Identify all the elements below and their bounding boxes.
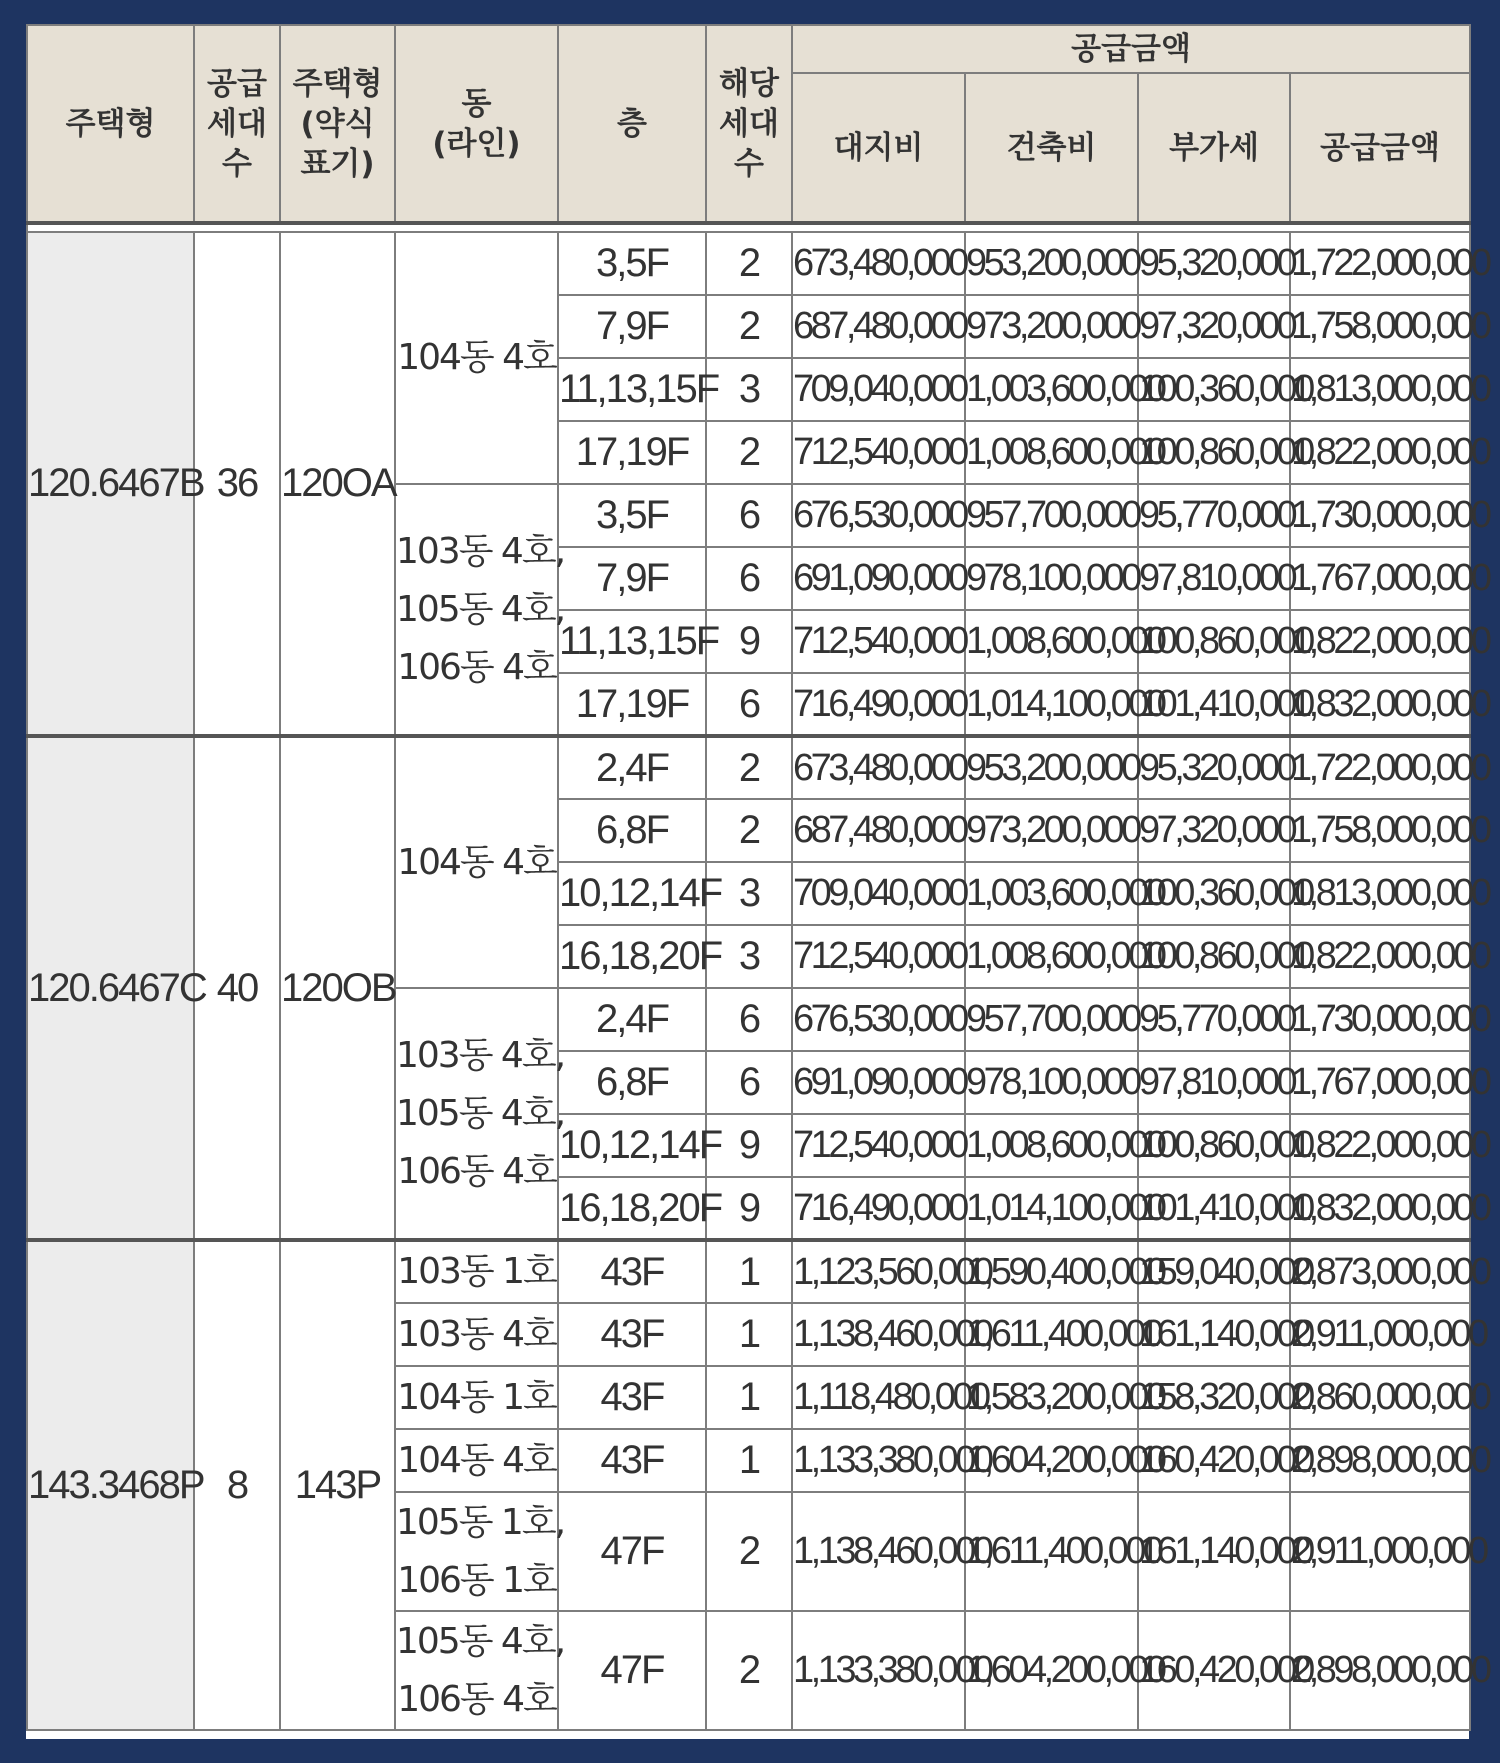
build-cost-cell: 1,008,600,000 bbox=[965, 610, 1138, 673]
dong-line-cell bbox=[395, 1240, 558, 1303]
unit-count-cell: 2 bbox=[706, 1492, 792, 1611]
dong-line-cell bbox=[395, 1303, 558, 1366]
vat-cell: 161,140,000 bbox=[1138, 1303, 1290, 1366]
dong-line-cell bbox=[395, 988, 565, 1240]
table-row bbox=[27, 232, 1470, 295]
housing-type-cell: 120.6467C bbox=[27, 736, 194, 1240]
unit-count-cell: 1 bbox=[706, 1429, 792, 1492]
dong-line-text: 106동 4호 bbox=[397, 646, 556, 688]
unit-count-cell: 1 bbox=[706, 1303, 792, 1366]
header-abbr-type: 주택형 (약식 표기) bbox=[280, 25, 395, 223]
unit-count-cell: 2 bbox=[706, 736, 792, 799]
header-separator-cell bbox=[27, 223, 1470, 232]
land-cost-cell: 673,480,000 bbox=[792, 232, 965, 295]
unit-count-cell: 2 bbox=[706, 421, 792, 484]
vat-cell: 101,410,000 bbox=[1138, 1177, 1290, 1240]
dong-line-text: 104동 4호 bbox=[397, 1439, 556, 1481]
unit-count-cell: 1 bbox=[706, 1240, 792, 1303]
floor-cell: 16,18,20F bbox=[558, 925, 706, 988]
dong-line-cell bbox=[395, 1366, 558, 1429]
floor-cell: 11,13,15F bbox=[558, 358, 706, 421]
build-cost-cell: 1,003,600,000 bbox=[965, 862, 1138, 925]
housing-type-cell: 143.3468P bbox=[27, 1240, 194, 1730]
build-cost-cell: 1,003,600,000 bbox=[965, 358, 1138, 421]
supply-units-cell: 8 bbox=[194, 1240, 280, 1730]
supply-amount-cell: 1,822,000,000 bbox=[1290, 610, 1470, 673]
land-cost-cell: 691,090,000 bbox=[792, 1051, 965, 1114]
land-cost-cell: 1,138,460,000 bbox=[792, 1492, 965, 1611]
floor-cell: 2,4F bbox=[558, 988, 706, 1051]
unit-count-cell: 6 bbox=[706, 988, 792, 1051]
header-supply-amount: 공급금액 bbox=[1290, 73, 1470, 223]
vat-cell: 95,770,000 bbox=[1138, 484, 1290, 547]
land-cost-cell: 687,480,000 bbox=[792, 799, 965, 862]
vat-cell: 95,770,000 bbox=[1138, 988, 1290, 1051]
build-cost-cell: 1,611,400,000 bbox=[965, 1492, 1138, 1611]
build-cost-cell: 1,008,600,000 bbox=[965, 925, 1138, 988]
vat-cell: 100,360,000 bbox=[1138, 358, 1290, 421]
vat-cell: 161,140,000 bbox=[1138, 1492, 1290, 1611]
vat-cell: 97,320,000 bbox=[1138, 295, 1290, 358]
supply-amount-cell: 1,822,000,000 bbox=[1290, 925, 1470, 988]
header-vat: 부가세 bbox=[1138, 73, 1290, 223]
supply-amount-cell: 2,898,000,000 bbox=[1290, 1611, 1470, 1730]
header-separator bbox=[27, 223, 1470, 232]
land-cost-cell: 676,530,000 bbox=[792, 484, 965, 547]
land-cost-cell: 673,480,000 bbox=[792, 736, 965, 799]
unit-count-cell: 9 bbox=[706, 1177, 792, 1240]
supply-amount-cell: 1,767,000,000 bbox=[1290, 1051, 1470, 1114]
dong-line-text: 106동 4호 bbox=[397, 1150, 556, 1192]
land-cost-cell: 712,540,000 bbox=[792, 610, 965, 673]
floor-cell: 43F bbox=[558, 1240, 706, 1303]
floor-cell: 47F bbox=[558, 1492, 706, 1611]
supply-amount-cell: 1,832,000,000 bbox=[1290, 673, 1470, 736]
header-row-1 bbox=[27, 25, 1470, 73]
supply-amount-cell: 2,860,000,000 bbox=[1290, 1366, 1470, 1429]
dong-line-cell bbox=[395, 1611, 565, 1730]
build-cost-cell: 953,200,000 bbox=[965, 736, 1138, 799]
build-cost-cell: 978,100,000 bbox=[965, 1051, 1138, 1114]
vat-cell: 97,810,000 bbox=[1138, 547, 1290, 610]
vat-cell: 101,410,000 bbox=[1138, 673, 1290, 736]
floor-cell: 2,4F bbox=[558, 736, 706, 799]
floor-cell: 10,12,14F bbox=[558, 1114, 706, 1177]
supply-amount-cell: 1,758,000,000 bbox=[1290, 799, 1470, 862]
land-cost-cell: 1,133,380,000 bbox=[792, 1429, 965, 1492]
dong-line-cell bbox=[395, 484, 565, 736]
land-cost-cell: 709,040,000 bbox=[792, 358, 965, 421]
land-cost-cell: 1,133,380,000 bbox=[792, 1611, 965, 1730]
table-row bbox=[27, 1240, 1470, 1303]
dong-line-text: 103동 4호, bbox=[396, 1034, 565, 1076]
unit-count-cell: 3 bbox=[706, 358, 792, 421]
land-cost-cell: 712,540,000 bbox=[792, 421, 965, 484]
build-cost-cell: 978,100,000 bbox=[965, 547, 1138, 610]
build-cost-cell: 953,200,000 bbox=[965, 232, 1138, 295]
header-dong-line: 동 (라인) bbox=[395, 25, 558, 223]
build-cost-cell: 973,200,000 bbox=[965, 295, 1138, 358]
vat-cell: 95,320,000 bbox=[1138, 232, 1290, 295]
unit-count-cell: 6 bbox=[706, 673, 792, 736]
unit-count-cell: 9 bbox=[706, 1114, 792, 1177]
vat-cell: 97,810,000 bbox=[1138, 1051, 1290, 1114]
build-cost-cell: 973,200,000 bbox=[965, 799, 1138, 862]
floor-cell: 3,5F bbox=[558, 484, 706, 547]
supply-amount-cell: 2,911,000,000 bbox=[1290, 1492, 1470, 1611]
housing-type-cell: 120.6467B bbox=[27, 232, 194, 736]
dong-line-text: 105동 4호, bbox=[396, 1620, 565, 1662]
land-cost-cell: 1,138,460,000 bbox=[792, 1303, 965, 1366]
floor-cell: 7,9F bbox=[558, 547, 706, 610]
supply-amount-cell: 2,873,000,000 bbox=[1290, 1240, 1470, 1303]
unit-count-cell: 6 bbox=[706, 1051, 792, 1114]
dong-line-cell bbox=[395, 1429, 558, 1492]
dong-line-text: 104동 1호 bbox=[397, 1376, 556, 1418]
supply-amount-cell: 1,758,000,000 bbox=[1290, 295, 1470, 358]
table-row bbox=[27, 736, 1470, 799]
unit-count-cell: 2 bbox=[706, 295, 792, 358]
supply-amount-cell: 1,730,000,000 bbox=[1290, 988, 1470, 1051]
supply-amount-cell: 1,767,000,000 bbox=[1290, 547, 1470, 610]
floor-cell: 6,8F bbox=[558, 799, 706, 862]
dong-line-text: 105동 1호, bbox=[396, 1501, 565, 1543]
unit-count-cell: 3 bbox=[706, 862, 792, 925]
build-cost-cell: 1,604,200,000 bbox=[965, 1611, 1138, 1730]
dong-line-text: 105동 4호, bbox=[396, 588, 565, 630]
floor-cell: 43F bbox=[558, 1366, 706, 1429]
dong-line-cell bbox=[395, 736, 558, 988]
build-cost-cell: 1,014,100,000 bbox=[965, 1177, 1138, 1240]
unit-count-cell: 2 bbox=[706, 799, 792, 862]
price-table-body bbox=[27, 232, 1489, 1730]
build-cost-cell: 1,583,200,000 bbox=[965, 1366, 1138, 1429]
dong-line-cell bbox=[395, 232, 558, 484]
header-supply-units: 공급 세대 수 bbox=[194, 25, 280, 223]
supply-amount-cell: 1,822,000,000 bbox=[1290, 1114, 1470, 1177]
dong-line-cell bbox=[395, 1492, 565, 1611]
land-cost-cell: 712,540,000 bbox=[792, 925, 965, 988]
land-cost-cell: 1,118,480,000 bbox=[792, 1366, 965, 1429]
header-applicable-units: 해당 세대 수 bbox=[706, 25, 792, 223]
dong-line-text: 104동 4호 bbox=[397, 841, 556, 883]
header-build-cost: 건축비 bbox=[965, 73, 1138, 223]
build-cost-cell: 957,700,000 bbox=[965, 988, 1138, 1051]
unit-count-cell: 2 bbox=[706, 232, 792, 295]
floor-cell: 16,18,20F bbox=[558, 1177, 706, 1240]
dong-line-text: 104동 4호 bbox=[397, 337, 556, 378]
price-table-sheet bbox=[26, 24, 1489, 1739]
supply-units-cell: 40 bbox=[194, 736, 280, 1240]
supply-amount-cell: 1,813,000,000 bbox=[1290, 358, 1470, 421]
dong-line-text: 103동 4호 bbox=[397, 1313, 556, 1355]
supply-amount-cell: 1,832,000,000 bbox=[1290, 1177, 1470, 1240]
floor-cell: 11,13,15F bbox=[558, 610, 706, 673]
land-cost-cell: 687,480,000 bbox=[792, 295, 965, 358]
header-floor: 층 bbox=[558, 25, 706, 223]
dong-line-text: 103동 1호 bbox=[397, 1251, 556, 1292]
supply-amount-cell: 1,722,000,000 bbox=[1290, 736, 1470, 799]
floor-cell: 17,19F bbox=[558, 421, 706, 484]
build-cost-cell: 957,700,000 bbox=[965, 484, 1138, 547]
land-cost-cell: 1,123,560,000 bbox=[792, 1240, 965, 1303]
vat-cell: 160,420,000 bbox=[1138, 1611, 1290, 1730]
floor-cell: 43F bbox=[558, 1429, 706, 1492]
vat-cell: 100,360,000 bbox=[1138, 862, 1290, 925]
unit-count-cell: 1 bbox=[706, 1366, 792, 1429]
header-housing-type: 주택형 bbox=[27, 25, 194, 223]
build-cost-cell: 1,611,400,000 bbox=[965, 1303, 1138, 1366]
supply-amount-cell: 1,813,000,000 bbox=[1290, 862, 1470, 925]
vat-cell: 100,860,000 bbox=[1138, 421, 1290, 484]
floor-cell: 7,9F bbox=[558, 295, 706, 358]
build-cost-cell: 1,014,100,000 bbox=[965, 673, 1138, 736]
supply-units-cell: 36 bbox=[194, 232, 280, 736]
build-cost-cell: 1,008,600,000 bbox=[965, 1114, 1138, 1177]
abbr-type-cell: 120OB bbox=[280, 736, 395, 1240]
supply-amount-cell: 1,822,000,000 bbox=[1290, 421, 1470, 484]
unit-count-cell: 6 bbox=[706, 547, 792, 610]
header-land-cost: 대지비 bbox=[792, 73, 965, 223]
dong-line-text: 103동 4호, bbox=[396, 530, 565, 572]
floor-cell: 6,8F bbox=[558, 1051, 706, 1114]
supply-amount-cell: 1,722,000,000 bbox=[1290, 232, 1470, 295]
build-cost-cell: 1,008,600,000 bbox=[965, 421, 1138, 484]
floor-cell: 17,19F bbox=[558, 673, 706, 736]
abbr-type-cell: 143P bbox=[280, 1240, 395, 1730]
vat-cell: 95,320,000 bbox=[1138, 736, 1290, 799]
unit-count-cell: 9 bbox=[706, 610, 792, 673]
vat-cell: 100,860,000 bbox=[1138, 610, 1290, 673]
build-cost-cell: 1,590,400,000 bbox=[965, 1240, 1138, 1303]
vat-cell: 158,320,000 bbox=[1138, 1366, 1290, 1429]
unit-count-cell: 3 bbox=[706, 925, 792, 988]
land-cost-cell: 709,040,000 bbox=[792, 862, 965, 925]
abbr-type-cell: 120OA bbox=[280, 232, 395, 736]
supply-amount-cell: 2,911,000,000 bbox=[1290, 1303, 1470, 1366]
floor-cell: 43F bbox=[558, 1303, 706, 1366]
land-cost-cell: 691,090,000 bbox=[792, 547, 965, 610]
vat-cell: 159,040,000 bbox=[1138, 1240, 1290, 1303]
land-cost-cell: 712,540,000 bbox=[792, 1114, 965, 1177]
floor-cell: 3,5F bbox=[558, 232, 706, 295]
land-cost-cell: 676,530,000 bbox=[792, 988, 965, 1051]
supply-price-table bbox=[26, 24, 1489, 1731]
dong-line-text: 106동 1호 bbox=[397, 1559, 556, 1601]
land-cost-cell: 716,490,000 bbox=[792, 1177, 965, 1240]
header-supply-amount-group: 공급금액 bbox=[792, 25, 1470, 73]
unit-count-cell: 2 bbox=[706, 1611, 792, 1730]
floor-cell: 47F bbox=[558, 1611, 706, 1730]
supply-amount-cell: 2,898,000,000 bbox=[1290, 1429, 1470, 1492]
supply-amount-cell: 1,730,000,000 bbox=[1290, 484, 1470, 547]
floor-cell: 10,12,14F bbox=[558, 862, 706, 925]
unit-count-cell: 6 bbox=[706, 484, 792, 547]
vat-cell: 160,420,000 bbox=[1138, 1429, 1290, 1492]
vat-cell: 100,860,000 bbox=[1138, 1114, 1290, 1177]
dong-line-text: 105동 4호, bbox=[396, 1092, 565, 1134]
build-cost-cell: 1,604,200,000 bbox=[965, 1429, 1138, 1492]
vat-cell: 97,320,000 bbox=[1138, 799, 1290, 862]
land-cost-cell: 716,490,000 bbox=[792, 673, 965, 736]
vat-cell: 100,860,000 bbox=[1138, 925, 1290, 988]
dong-line-text: 106동 4호 bbox=[397, 1678, 556, 1720]
